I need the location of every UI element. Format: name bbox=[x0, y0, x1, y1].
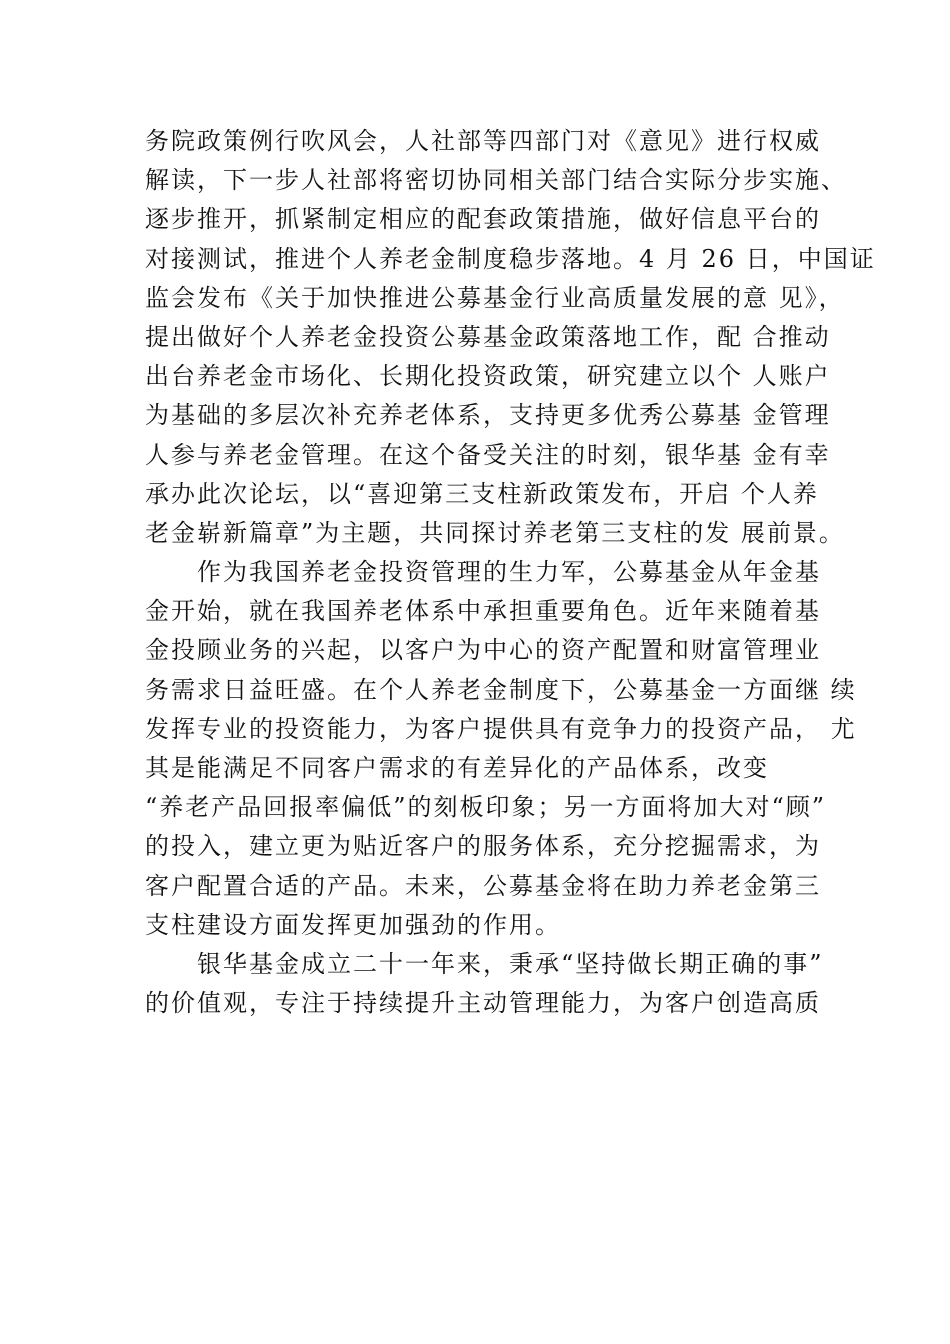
text-line: 出台养老金市场化、长期化投资政策，研究建立以个 人账户 bbox=[145, 362, 831, 391]
paragraph-start-line: 作为我国养老金投资管理的生力军，公募基金从年金基 bbox=[197, 558, 821, 587]
text-line: 的投入，建立更为贴近客户的服务体系，充分挖掘需求，为 bbox=[145, 832, 821, 861]
text-line: 的价值观，专注于持续提升主动管理能力，为客户创造高质 bbox=[145, 989, 821, 1018]
text-line: 对接测试，推进个人养老金制度稳步落地。4 月 26 日，中国证 bbox=[145, 244, 876, 273]
text-line: 老金崭新篇章”为主题，共同探讨养老第三支柱的发 展前景。 bbox=[145, 518, 845, 547]
text-line: 支柱建设方面发挥更加强劲的作用。 bbox=[145, 910, 561, 939]
text-line: 务院政策例行吹风会，人社部等四部门对《意见》进行权威 bbox=[145, 127, 821, 155]
text-line: 监会发布《关于加快推进公募基金行业高质量发展的意 见》， bbox=[145, 283, 845, 312]
text-line: 人参与养老金管理。在这个备受关注的时刻，银华基 金有幸 bbox=[145, 440, 831, 469]
text-line: 其是能满足不同客户需求的有差异化的产品体系，改变 bbox=[145, 754, 769, 782]
text-line: 解读，下一步人社部将密切协同相关部门结合实际分步实施、 bbox=[145, 166, 847, 195]
text-line: 金开始，就在我国养老体系中承担重要角色。近年来随着基 bbox=[145, 597, 821, 626]
text-line: “养老产品回报率偏低”的刻板印象；另一方面将加大对“顾” bbox=[145, 793, 827, 822]
text-line: 发挥专业的投资能力，为客户提供具有竞争力的投资产品， 尤 bbox=[145, 714, 857, 743]
body-text bbox=[145, 122, 876, 1023]
text-line: 逐步推开，抓紧制定相应的配套政策措施，做好信息平台的 bbox=[145, 205, 821, 234]
text-line: 务需求日益旺盛。在个人养老金制度下，公募基金一方面继 续 bbox=[145, 675, 857, 704]
text-line: 提出做好个人养老金投资公募基金政策落地工作，配 合推动 bbox=[145, 322, 831, 351]
text-line: 客户配置合适的产品。未来，公募基金将在助力养老金第三 bbox=[145, 871, 821, 900]
paragraph-start-line: 银华基金成立二十一年来，秉承“坚持做长期正确的事” bbox=[197, 949, 824, 978]
text-line: 为基础的多层次补充养老体系，支持更多优秀公募基 金管理 bbox=[145, 401, 831, 430]
text-line: 承办此次论坛，以“喜迎第三支柱新政策发布，开启 个人养 bbox=[145, 479, 819, 508]
text-line: 金投顾业务的兴起，以客户为中心的资产配置和财富管理业 bbox=[145, 636, 821, 665]
